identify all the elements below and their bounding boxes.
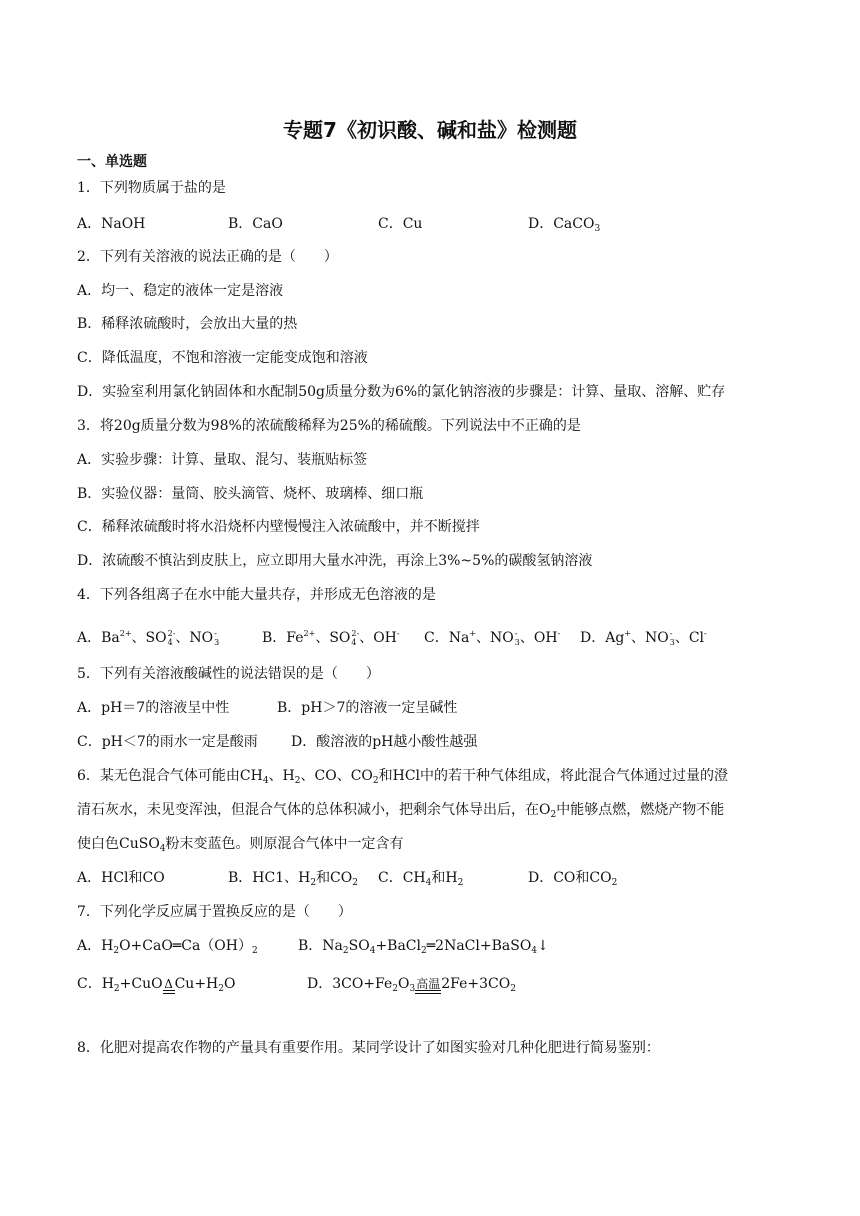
question-8-stem: 8．化肥对提高农作物的产量具有重要作用。某同学设计了如图实验对几种化肥进行简易鉴别： [77, 1040, 660, 1056]
question-7-option-a: A．$H_2O+CaO═Ca(OH)_2$ [77, 938, 258, 956]
question-3-option-b: B．实验仪器：量筒、胶头滴管、烧杯、玻璃棒、细口瓶 [77, 486, 424, 502]
reaction-condition-high-temp: 高温 [415, 978, 441, 998]
question-7-option-c: C．$H_2+CuO$ Δ $Cu+H_2O$ [77, 975, 235, 998]
question-7-option-b: B．$Na_2SO_4+BaCl_2═2NaCl+BaSO_4↓$ [298, 938, 549, 956]
question-7-option-d: D．$3CO+Fe_2O_3$ 高温 $2Fe+3CO_2$ [307, 975, 516, 998]
question-1-option-b: B．CaO [228, 216, 283, 232]
question-3-option-a: A．实验步骤：计算、量取、混匀、装瓶贴标签 [77, 452, 368, 468]
question-1-option-c: C．Cu [378, 216, 423, 232]
question-3-stem: 3．将20g质量分数为98%的浓硫酸稀释为25%的稀硫酸。下列说法中不正确的是 [77, 418, 581, 434]
question-6-stem-line-3: 使白色CuSO$_4$粉末变蓝色。则原混合气体中一定含有 [77, 836, 404, 854]
question-5-option-b: B．pH＞7的溶液一定呈碱性 [277, 700, 458, 716]
question-2-option-c: C．降低温度，不饱和溶液一定能变成饱和溶液 [77, 350, 368, 366]
question-6-option-d: D．CO和$CO_2$ [528, 870, 618, 888]
question-2-option-b: B．稀释浓硫酸时，会放出大量的热 [77, 316, 298, 332]
question-2-stem: 2．下列有关溶液的说法正确的是（ ） [77, 249, 338, 265]
question-5-option-c: C．pH＜7的雨水一定是酸雨 [77, 734, 258, 750]
question-4-stem: 4．下列各组离子在水中能大量共存，并形成无色溶液的是 [77, 587, 436, 603]
question-5-option-d: D．酸溶液的pH越小酸性越强 [291, 734, 478, 750]
question-5-stem: 5．下列有关溶液酸碱性的说法错误的是（ ） [77, 666, 380, 682]
question-4-option-a: A．$Ba^{2+}$、SO 2- 4 、NO - 3 [77, 629, 220, 647]
question-4-option-b: B．$Fe^{2+}$、SO 2- 4 、OH- [262, 629, 400, 647]
question-1-option-a: A．NaOH [77, 216, 146, 232]
question-7-stem: 7．下列化学反应属于置换反应的是（ ） [77, 904, 352, 920]
question-6-option-a: A．HCl和CO [77, 870, 165, 886]
question-4-option-c: C．Na+、NO - 3 、OH- [424, 629, 561, 647]
question-5-option-a: A．pH＝7的溶液呈中性 [77, 700, 230, 716]
question-1-option-d: D．CaCO$_3$ [528, 216, 601, 234]
question-6-option-b: B．HC1、$H_2$和$CO_2$ [228, 870, 358, 888]
question-2-option-a: A．均一、稳定的液体一定是溶液 [77, 283, 284, 299]
question-2-option-d: D．实验室利用氯化钠固体和水配制50g质量分数为6%的氯化钠溶液的步骤是：计算、量取、溶解、贮存 [77, 384, 726, 400]
question-4-option-d: D．Ag+、NO - 3 、Cl- [580, 629, 707, 647]
question-1-stem: 1．下列物质属于盐的是 [77, 180, 226, 196]
question-6-stem-line-1: 6．某无色混合气体可能由$CH_4$、$H_2$、CO、$CO_2$和HCl中的若干种气体组成，将此混合气体通过过量的澄 [77, 768, 729, 786]
page-title: 专题7《初识酸、碱和盐》检测题 [283, 118, 577, 142]
reaction-condition-heat: Δ [163, 978, 175, 998]
question-6-option-c: C．$CH_4$和$H_2$ [378, 870, 464, 888]
question-3-option-d: D．浓硫酸不慎沾到皮肤上，应立即用大量水冲洗，再涂上3%~5%的碳酸氢钠溶液 [77, 553, 593, 569]
question-6-stem-line-2: 清石灰水，未见变浑浊，但混合气体的总体积减小，把剩余气体导出后，在$O_2$中能够点燃，燃烧产物不能 [77, 802, 725, 820]
section-heading: 一、单选题 [77, 154, 147, 170]
question-3-option-c: C．稀释浓硫酸时将水沿烧杯内壁慢慢注入浓硫酸中，并不断搅拌 [77, 519, 480, 535]
